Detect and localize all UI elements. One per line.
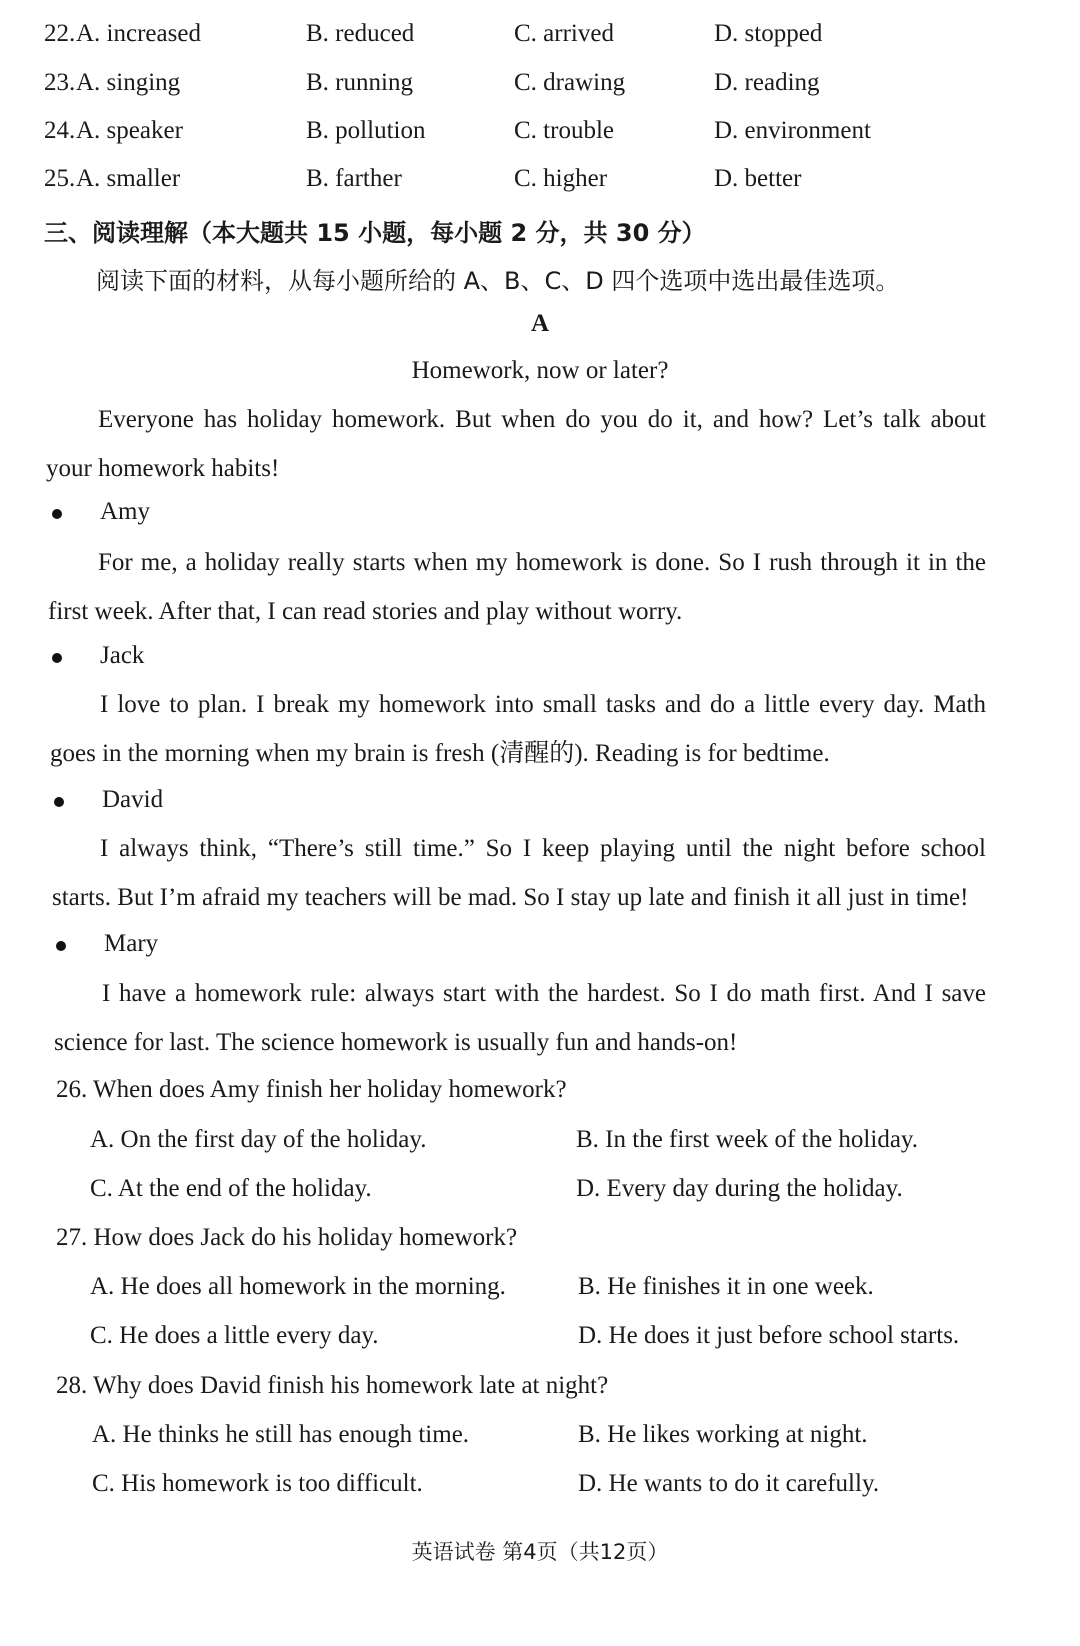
bullet-icon: [56, 941, 66, 951]
person-text-amy: For me, a holiday really starts when my homework is done. So I rush through it in the first week. After that, I can read stories and play without worry.: [48, 549, 986, 625]
option-b: B. reduced: [306, 20, 415, 47]
option-a: A. He does all homework in the morning.: [90, 1273, 506, 1300]
question-stem: 26. When does Amy finish her holiday homework?: [56, 1076, 567, 1103]
question-number: 25.: [44, 165, 76, 192]
passage-intro: Everyone has holiday homework. But when do you do it, and how? Let’s talk about your homework habits!: [46, 406, 986, 482]
option-c: C. At the end of the holiday.: [90, 1175, 372, 1202]
person-name-david: David: [102, 786, 164, 813]
option-c: C. higher: [514, 165, 608, 192]
question-stem: 27. How does Jack do his holiday homework?: [56, 1224, 518, 1251]
option-d: D. better: [714, 165, 802, 192]
person-text-mary: I have a homework rule: always start with the hardest. So I do math first. And I save science for last. The science homework is usually fun and hands-on!: [54, 980, 986, 1056]
option-b: B. He finishes it in one week.: [578, 1273, 874, 1300]
option-c: C. drawing: [514, 69, 626, 96]
instruction: 阅读下面的材料，从每小题所给的 A、B、C、D 四个选项中选出最佳选项。: [96, 267, 900, 295]
option-a: A. He thinks he still has enough time.: [92, 1421, 470, 1448]
option-c: C. trouble: [514, 117, 614, 144]
bullet-icon: [52, 509, 62, 519]
option-c: C. arrived: [514, 20, 614, 47]
option-a: A. speaker: [76, 117, 183, 144]
option-d: D. He wants to do it carefully.: [578, 1470, 880, 1497]
question-number: 22.: [44, 20, 76, 47]
bullet-icon: [54, 797, 64, 807]
option-d: D. Every day during the holiday.: [576, 1175, 903, 1202]
option-d: D. He does it just before school starts.: [578, 1322, 960, 1349]
option-a: A. On the first day of the holiday.: [90, 1126, 427, 1153]
person-name-jack: Jack: [100, 642, 145, 669]
option-b: B. He likes working at night.: [578, 1421, 868, 1448]
option-c: C. He does a little every day.: [90, 1322, 379, 1349]
question-number: 24.: [44, 117, 76, 144]
question-number: 23.: [44, 69, 76, 96]
passage-letter: A: [530, 310, 550, 337]
option-b: B. In the first week of the holiday.: [576, 1126, 919, 1153]
person-text-jack: I love to plan. I break my homework into small tasks and do a little every day. Math goes in the morning when my brain is fresh (清醒的). Reading is for bedtime.: [50, 691, 986, 767]
person-text-david: I always think, “There’s still time.” So I keep playing until the night before school starts. But I’m afraid my teachers will be mad. So I stay up late and finish it all just in time!: [52, 835, 986, 911]
option-a: A. singing: [76, 69, 181, 96]
option-a: A. increased: [76, 20, 201, 47]
section-heading: 三、阅读理解（本大题共 15 小题，每小题 2 分，共 30 分）: [44, 219, 706, 247]
option-d: D. stopped: [714, 20, 823, 47]
bullet-icon: [52, 653, 62, 663]
option-b: B. pollution: [306, 117, 426, 144]
option-b: B. farther: [306, 165, 402, 192]
passage-title: Homework, now or later?: [411, 357, 669, 384]
option-c: C. His homework is too difficult.: [92, 1470, 423, 1497]
option-b: B. running: [306, 69, 413, 96]
option-d: D. environment: [714, 117, 871, 144]
person-name-mary: Mary: [104, 930, 159, 957]
question-stem: 28. Why does David finish his homework late at night?: [56, 1372, 609, 1399]
option-a: A. smaller: [76, 165, 181, 192]
page-footer: 英语试卷 第4页（共12页）: [411, 1540, 669, 1564]
person-name-amy: Amy: [100, 498, 150, 525]
option-d: D. reading: [714, 69, 820, 96]
